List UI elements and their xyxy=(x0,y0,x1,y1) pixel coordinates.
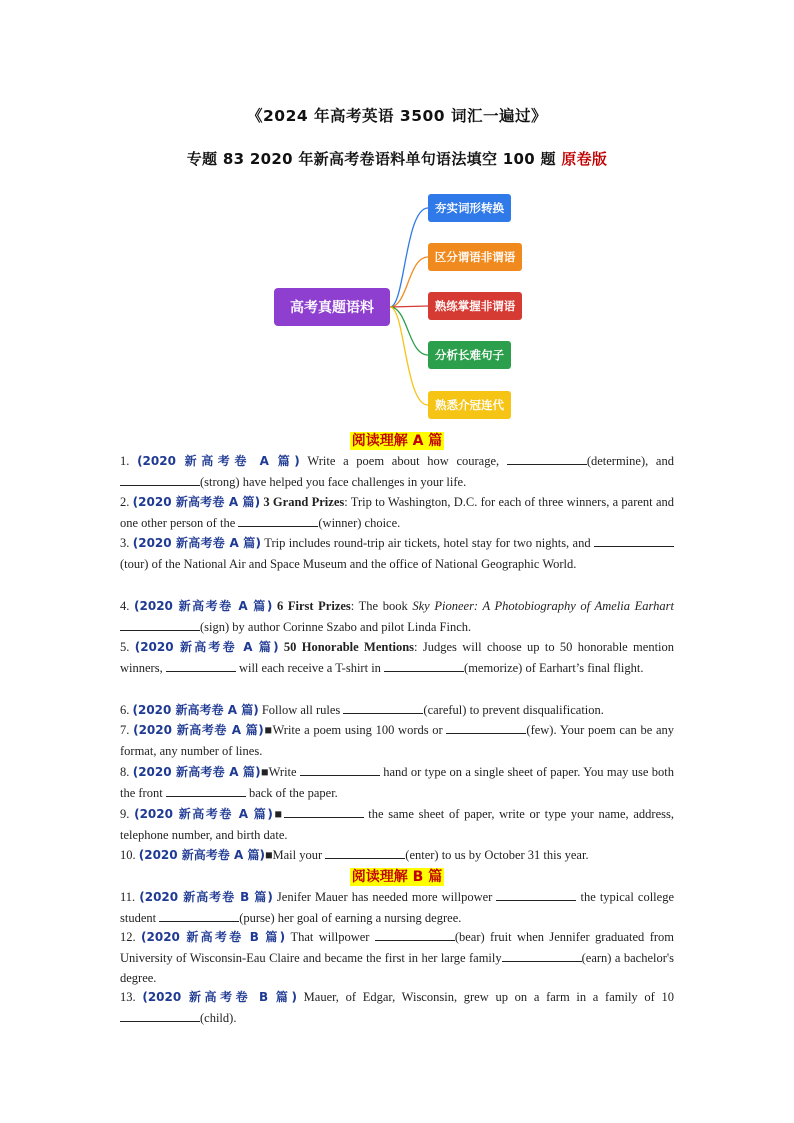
answer-blank[interactable] xyxy=(300,763,380,776)
question-8: 8. (2020 新高考卷 A 篇)■Write hand or type on a single sheet of paper. You may use both the front back of the paper. xyxy=(120,765,674,800)
question-3: 3. (2020 新高考卷 A 篇) Trip includes round-trip air tickets, hotel stay for two nights, and (tour) of the National Air and Space Museum and the office of National Geographic World. xyxy=(120,533,674,574)
question-9: 9. (2020 新高考卷 A 篇)■ the same sheet of paper, write or type your name, address, telephone number, and birth date. xyxy=(120,807,674,842)
subtitle-tag: 原卷版 xyxy=(561,150,608,168)
answer-blank[interactable] xyxy=(166,659,236,672)
mind-map-connectors xyxy=(0,0,794,430)
mind-map xyxy=(0,0,794,430)
answer-blank[interactable] xyxy=(384,659,464,672)
answer-blank[interactable] xyxy=(343,701,423,714)
answer-blank[interactable] xyxy=(159,909,239,922)
document-title: 《2024 年高考英语 3500 词汇一遍过》 xyxy=(247,107,547,125)
answer-blank[interactable] xyxy=(594,534,674,547)
answer-blank[interactable] xyxy=(166,784,246,797)
answer-blank[interactable] xyxy=(507,452,587,465)
section-heading-b: 阅读理解 B 篇 xyxy=(351,869,443,885)
answer-blank[interactable] xyxy=(238,514,318,527)
answer-blank[interactable] xyxy=(496,888,576,901)
mind-map-root: 高考真题语料 xyxy=(274,288,390,326)
question-11: 11. (2020 新高考卷 B 篇) Jenifer Mauer has needed more willpower the typical college student (purse) her goal of earning a nursing degree. xyxy=(120,890,674,925)
mind-map-branch-5: 熟悉介冠连代 xyxy=(428,391,511,419)
answer-blank[interactable] xyxy=(120,618,200,631)
question-13: 13. (2020 新高考卷 B 篇) Mauer, of Edgar, Wisconsin, grew up on a farm in a family of 10 (child). xyxy=(120,990,674,1025)
section-heading-a: 阅读理解 A 篇 xyxy=(351,433,443,449)
question-4: 4. (2020 新高考卷 A 篇) 6 First Prizes: The book Sky Pioneer: A Photobiography of Amelia Earhart (sign) by author Corinne Szabo and pilot Linda Finch. xyxy=(120,599,674,634)
subtitle-text: 专题 83 2020 年新高考卷语料单句语法填空 100 题 xyxy=(186,150,562,168)
question-5: 5. (2020 新高考卷 A 篇) 50 Honorable Mentions: Judges will choose up to 50 honorable mention winners, will each receive a T-shirt in (memorize) of Earhart’s final flight. xyxy=(120,640,675,675)
answer-blank[interactable] xyxy=(375,928,455,941)
mind-map-branch-4: 分析长难句子 xyxy=(428,341,511,369)
mind-map-branch-3: 熟练掌握非谓语 xyxy=(428,292,522,320)
mind-map-branch-1: 夯实词形转换 xyxy=(428,194,511,222)
answer-blank[interactable] xyxy=(446,721,526,734)
answer-blank[interactable] xyxy=(120,1009,200,1022)
question-10: 10. (2020 新高考卷 A 篇)■Mail your (enter) to us by October 31 this year. xyxy=(120,848,589,862)
answer-blank[interactable] xyxy=(502,949,582,962)
question-7: 7. (2020 新高考卷 A 篇)■Write a poem using 100 words or (few). Your poem can be any format, any number of lines. xyxy=(120,723,674,758)
question-1: 1. (2020 新高考卷 A 篇) Write a poem about how courage, (determine), and (strong) have helped you face challenges in your life. xyxy=(120,454,674,489)
question-2: 2. (2020 新高考卷 A 篇) 3 Grand Prizes: Trip to Washington, D.C. for each of three winners, a parent and one other person of the (winner) choice. xyxy=(120,495,674,530)
answer-blank[interactable] xyxy=(325,846,405,859)
answer-blank[interactable] xyxy=(120,473,200,486)
question-6: 6. (2020 新高考卷 A 篇) Follow all rules (careful) to prevent disqualification. xyxy=(120,703,604,717)
mind-map-branch-2: 区分谓语非谓语 xyxy=(428,243,522,271)
question-12: 12. (2020 新高考卷 B 篇) That willpower (bear) fruit when Jennifer graduated from University of Wisconsin-Eau Claire and became the first in her large family (earn) a bachelor's degree. xyxy=(120,930,675,986)
answer-blank[interactable] xyxy=(284,805,364,818)
